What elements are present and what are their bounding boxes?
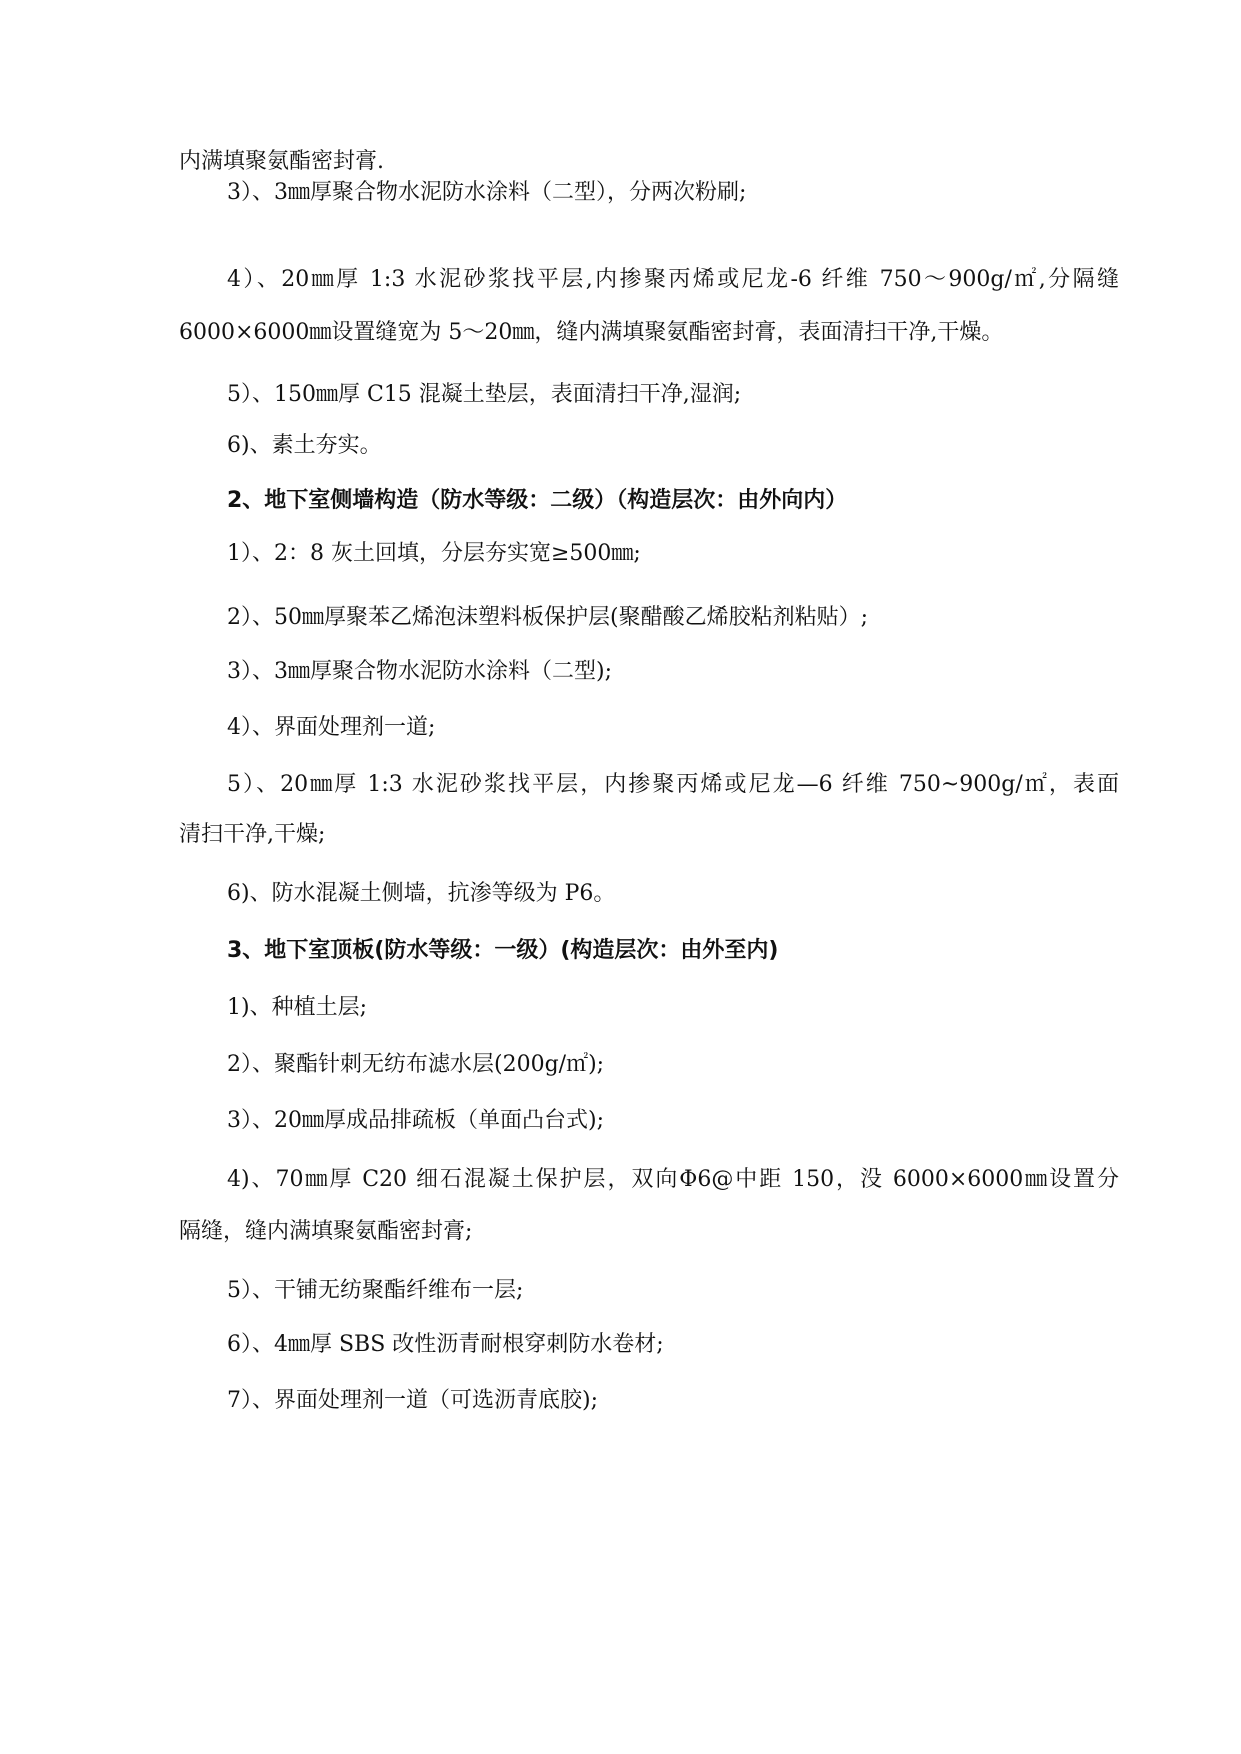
- text-line: 1）、2：8 灰土回填，分层夯实宽≥500㎜;: [227, 541, 641, 566]
- text-line: 4）、界面处理剂一道;: [227, 715, 436, 740]
- text-line: 清扫干净,干燥;: [179, 822, 326, 847]
- text-line: 4)、70㎜厚 C20 细石混凝土保护层，双向Φ6@中距 150，没 6000×6000㎜设置分: [227, 1167, 1119, 1192]
- text-line: 隔缝，缝内满填聚氨酯密封膏;: [179, 1219, 473, 1244]
- text-line: 1)、种植土层;: [227, 995, 367, 1020]
- text-line: 6）、4㎜厚 SBS 改性沥青耐根穿刺防水卷材;: [227, 1332, 664, 1357]
- text-line: 6)、素土夯实。: [227, 433, 382, 458]
- text-line: 7）、界面处理剂一道（可选沥青底胶);: [227, 1388, 598, 1413]
- section-heading: 3、地下室顶板(防水等级：一级）(构造层次：由外至内): [227, 938, 779, 963]
- text-line: 3）、20㎜厚成品排疏板（单面凸台式);: [227, 1108, 604, 1133]
- text-line: 5）、20㎜厚 1:3 水泥砂浆找平层，内掺聚丙烯或尼龙—6 纤维 750~900g/㎡，表面: [227, 772, 1119, 797]
- text-line: 3）、3㎜厚聚合物水泥防水涂料（二型），分两次粉刷;: [227, 180, 747, 205]
- text-line: 内满填聚氨酯密封膏.: [179, 149, 384, 174]
- text-line: 4）、20㎜厚 1:3 水泥砂浆找平层,内掺聚丙烯或尼龙-6 纤维 750～900g/㎡,分隔缝: [227, 267, 1119, 292]
- text-line: 5）、干铺无纺聚酯纤维布一层;: [227, 1278, 524, 1303]
- section-heading: 2、地下室侧墙构造（防水等级：二级）（构造层次：由外向内）: [227, 488, 848, 513]
- text-line: 2）、50㎜厚聚苯乙烯泡沫塑料板保护层(聚醋酸乙烯胶粘剂粘贴）;: [227, 605, 868, 630]
- text-line: 6000×6000㎜设置缝宽为 5～20㎜，缝内满填聚氨酯密封膏，表面清扫干净,干燥。: [179, 320, 1004, 345]
- text-line: 2）、聚酯针刺无纺布滤水层(200g/㎡);: [227, 1052, 605, 1077]
- text-line: 3）、3㎜厚聚合物水泥防水涂料（二型);: [227, 659, 612, 684]
- text-line: 6)、防水混凝土侧墙，抗渗等级为 P6。: [227, 881, 616, 906]
- text-line: 5）、150㎜厚 C15 混凝土垫层，表面清扫干净,湿润;: [227, 382, 742, 407]
